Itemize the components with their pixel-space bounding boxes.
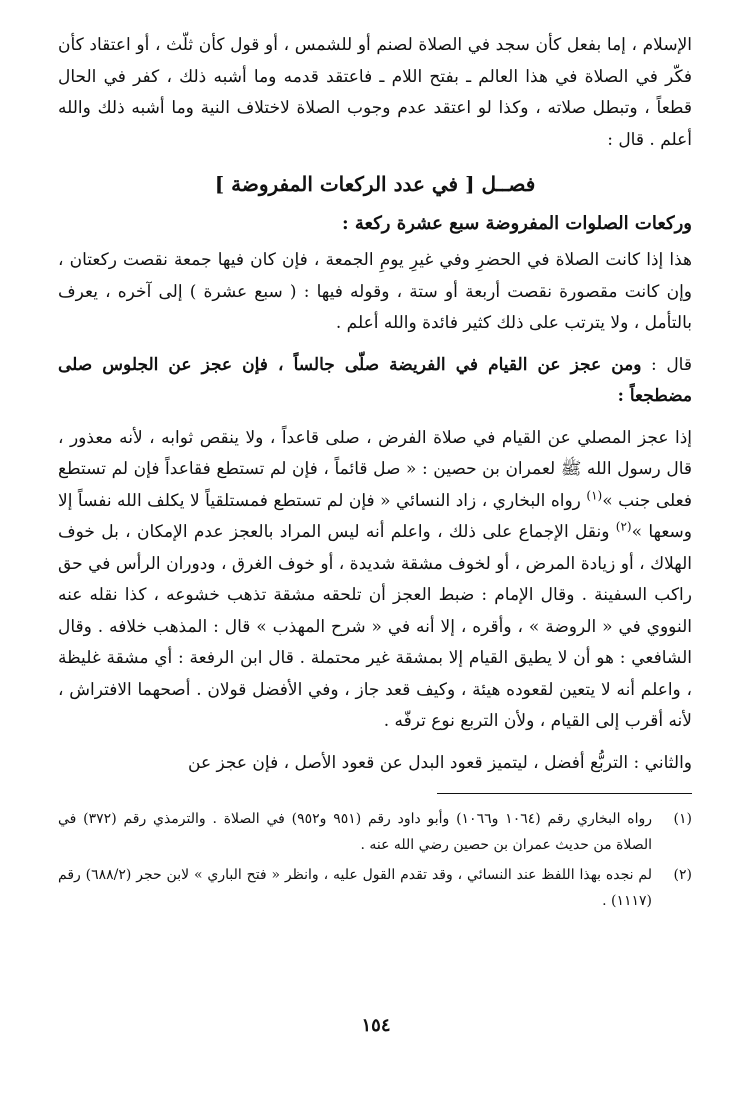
statement-inability [58, 350, 692, 413]
statement-rakat-count: وركعات الصلوات المفروضة سبع عشرة ركعة : [341, 213, 692, 234]
paragraph-continued: والثاني : التربُّع أفضل ، ليتميز قعود البدل عن قعود الأصل ، فإن عجز عن [188, 752, 692, 773]
statement-lead: قال : [651, 354, 692, 375]
section-heading: فصــل [ في عدد الركعات المفروضة ] [214, 172, 536, 196]
footnote-number: (٢) [673, 867, 692, 883]
commentary-part-a: إذا عجز المصلي عن القيام في صلاة الفرض ، صلى قاعداً ، ولا ينقص ثوابه ، لأنه معذور ، قال رسول الله ﷺ لعمران بن حصين : « صل قائماً ، فإن لم تستطع فقاعداً فإن لم تستطع فعلى جنب » [58, 427, 693, 511]
page-number: ١٥٤ [361, 1015, 391, 1036]
footnote-text: رواه البخاري رقم (١٠٦٤ و١٠٦٦) وأبو داود رقم (٩٥١ و٩٥٢) في الصلاة . والترمذي رقم (٣٧٢) في الصلاة من حديث عمران بن حصين رضي الله عنه . [58, 811, 652, 853]
commentary-part-c: ونقل الإجماع على ذلك ، واعلم أنه ليس المراد بالعجز عدم الإمكان ، بل خوف الهلاك ، أو زيادة المرض ، أو لخوف مشقة شديدة ، أو خوف الغرق ، ودوران الرأس في حق راكب السفينة . وقال الإمام : ضبط العجز أن تلحقه مشقة تذهب خشوعه ، كذا نقله عنه النووي في « الروضة » ، وأقره ، إلا أنه في « شرح المهذب » قال : المذهب خلافه . وقال الشافعي : هو أن لا يطيق القيام إلا بمشقة غير محتملة . قال ابن الرفعة : أي مشقة غليظة ، واعلم أنه لا يتعين لقعوده هيئة ، وكيف قعد جاز ، وفي الأفضل قولان . أصحهما الافتراش ، لأنه أقرب إلى القيام ، ولأن التربع نوع ترفّه . [58, 522, 692, 731]
footnote-2 [58, 862, 692, 914]
commentary-inability [58, 423, 692, 738]
footnote-text: لم نجده بهذا اللفظ عند النسائي ، وقد تقدم القول عليه ، وانظر « فتح الباري » لابن حجر (٦٨٨/٢) رقم (١١١٧) . [58, 867, 653, 909]
footnote-ref-1[interactable]: (١) [586, 487, 603, 502]
commentary-part-b: رواه البخاري ، زاد النسائي « فإن لم تستطع فمستلقياً لا يكلف الله نفساً إلا وسعها » [58, 490, 692, 542]
footnote-divider [437, 793, 692, 794]
footnote-ref-2[interactable]: (٢) [615, 519, 632, 534]
statement-inability-text: ومن عجز عن القيام في الفريضة صلّى جالساً ، فإن عجز عن الجلوس صلى مضطجعاً : [58, 354, 692, 406]
paragraph-intro: الإسلام ، إما بفعل كأن سجد في الصلاة لصنم أو للشمس ، أو قول كأن ثلّث ، أو اعتقاد كأن فكّر في الصلاة في هذا العالم ـ بفتح اللام ـ فاعتقد قدمه وما أشبه ذلك ، كفر في الحال قطعاً ، وتبطل صلاته ، وكذا لو اعتقد عدم وجوب الصلاة لاختلاف النية وما أشبه ذلك والله أعلم . قال : [58, 35, 692, 150]
footnote-1 [58, 806, 692, 858]
commentary-rakat-count: هذا إذا كانت الصلاة في الحضرِ وفي غيرِ يومِ الجمعة ، فإن كان فيها جمعة نقصت ركعتان ، وإن كانت مقصورة نقصت أربعة أو ستة ، وقوله فيها : ( سبع عشرة ) إلى آخره ، يعرف بالتأمل ، ولا يترتب على ذلك كثير فائدة والله أعلم . [58, 250, 692, 333]
footnote-number: (١) [673, 811, 692, 827]
